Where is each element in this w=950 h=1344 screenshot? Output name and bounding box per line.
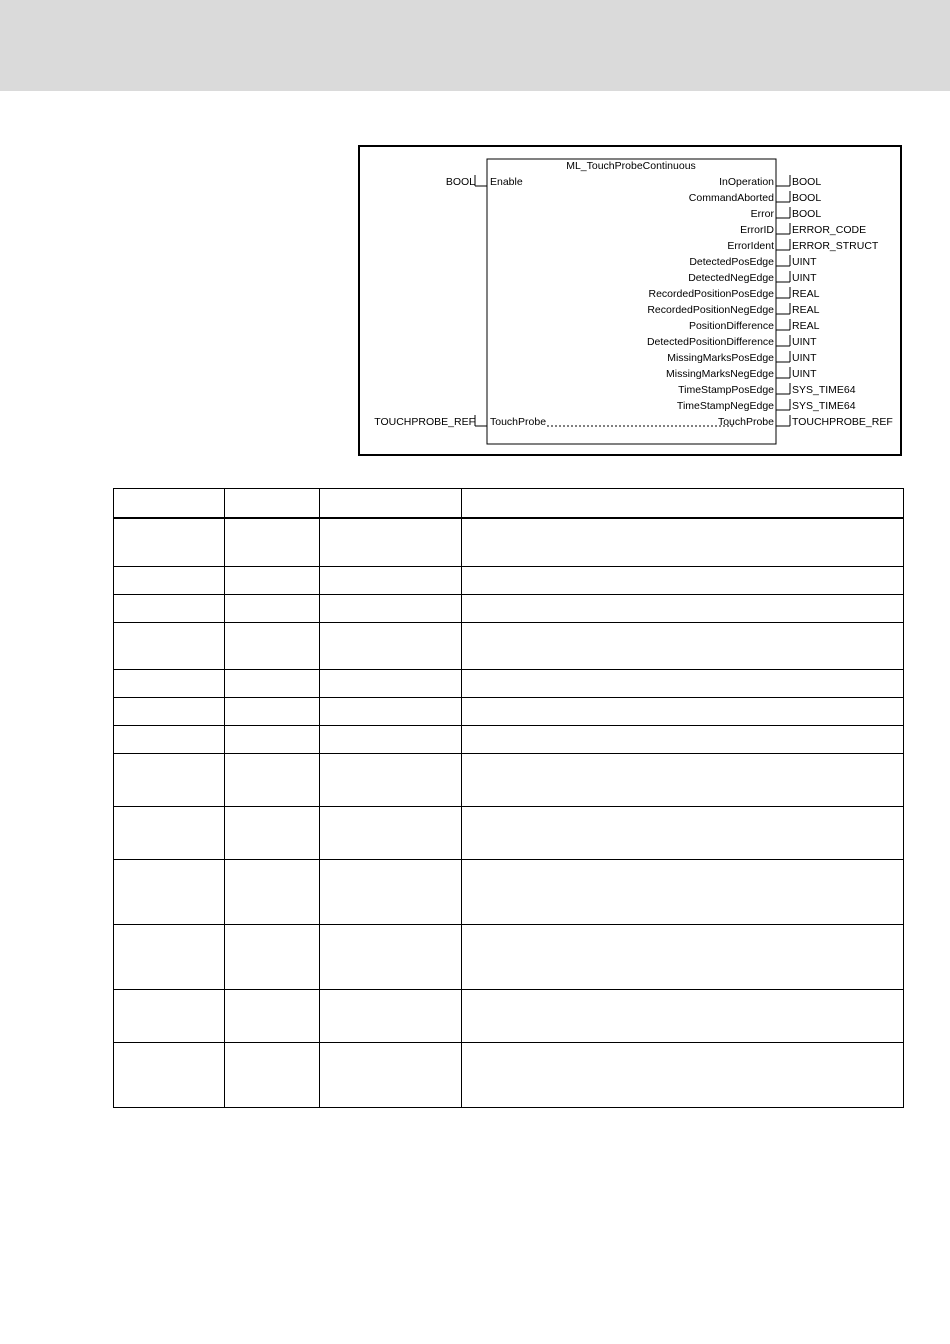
function-block-name: ML_TouchProbeContinuous bbox=[566, 160, 696, 172]
output-pin-label: DetectedNegEdge bbox=[688, 272, 774, 284]
output-pin-label: Error bbox=[750, 208, 774, 220]
table-cell bbox=[114, 567, 225, 595]
table-cell bbox=[462, 623, 904, 670]
output-type-label: ERROR_STRUCT bbox=[792, 240, 879, 252]
output-type-label: BOOL bbox=[792, 176, 822, 188]
table-cell bbox=[225, 726, 320, 754]
table-cell bbox=[462, 567, 904, 595]
table-cell bbox=[225, 754, 320, 807]
table-cell bbox=[114, 698, 225, 726]
table-row bbox=[114, 726, 904, 754]
table-row bbox=[114, 595, 904, 623]
table-cell bbox=[114, 754, 225, 807]
table-row bbox=[114, 925, 904, 990]
output-type-label: TOUCHPROBE_REF bbox=[792, 416, 893, 428]
table-cell bbox=[320, 726, 462, 754]
input-pin-label: Enable bbox=[490, 176, 523, 188]
table-cell bbox=[114, 595, 225, 623]
page-header-band bbox=[0, 0, 950, 91]
output-type-label: SYS_TIME64 bbox=[792, 400, 856, 412]
table-cell bbox=[114, 670, 225, 698]
table-header-cell bbox=[225, 489, 320, 519]
table-cell bbox=[462, 726, 904, 754]
output-type-label: REAL bbox=[792, 320, 820, 332]
output-pin-label: DetectedPositionDifference bbox=[646, 336, 774, 348]
table-cell bbox=[225, 518, 320, 567]
table-cell bbox=[320, 518, 462, 567]
table-cell bbox=[320, 698, 462, 726]
output-pin-label: TimeStampPosEdge bbox=[678, 384, 774, 396]
input-pin-label: TouchProbe bbox=[490, 416, 547, 428]
table-row bbox=[114, 670, 904, 698]
table-row bbox=[114, 698, 904, 726]
table-cell bbox=[114, 807, 225, 860]
table-header-cell bbox=[114, 489, 225, 519]
output-type-label: ERROR_CODE bbox=[792, 224, 867, 236]
table-cell bbox=[320, 754, 462, 807]
table-cell bbox=[114, 1043, 225, 1108]
table-cell bbox=[225, 807, 320, 860]
output-pin-label: CommandAborted bbox=[688, 192, 774, 204]
table-cell bbox=[320, 595, 462, 623]
output-pin-label: RecordedPositionPosEdge bbox=[648, 288, 774, 300]
function-block-figure bbox=[358, 145, 902, 456]
table-cell bbox=[225, 1043, 320, 1108]
table-cell bbox=[320, 567, 462, 595]
output-pin-label: ErrorID bbox=[740, 224, 774, 236]
function-block-diagram bbox=[360, 147, 900, 454]
output-type-label: UINT bbox=[792, 336, 817, 348]
output-pin-label: MissingMarksPosEdge bbox=[667, 352, 774, 364]
output-pin-label: MissingMarksNegEdge bbox=[666, 368, 774, 380]
table-cell bbox=[320, 1043, 462, 1108]
table-cell bbox=[225, 623, 320, 670]
table-cell bbox=[225, 595, 320, 623]
input-type-label: BOOL bbox=[445, 176, 475, 188]
table-cell bbox=[462, 518, 904, 567]
output-pin-label: InOperation bbox=[719, 176, 774, 188]
table-cell bbox=[320, 860, 462, 925]
output-type-label: REAL bbox=[792, 304, 820, 316]
table-cell bbox=[114, 925, 225, 990]
table-cell bbox=[462, 1043, 904, 1108]
output-type-label: BOOL bbox=[792, 208, 822, 220]
output-type-label: SYS_TIME64 bbox=[792, 384, 856, 396]
input-type-label: TOUCHPROBE_REF bbox=[374, 416, 475, 428]
output-type-label: UINT bbox=[792, 272, 817, 284]
table-row bbox=[114, 623, 904, 670]
output-pin-label: DetectedPosEdge bbox=[689, 256, 774, 268]
table-cell bbox=[320, 807, 462, 860]
table-row bbox=[114, 567, 904, 595]
table-cell bbox=[462, 670, 904, 698]
table-row bbox=[114, 807, 904, 860]
output-type-label: BOOL bbox=[792, 192, 822, 204]
table-cell bbox=[114, 726, 225, 754]
table-cell bbox=[225, 860, 320, 925]
output-type-label: UINT bbox=[792, 368, 817, 380]
output-type-label: UINT bbox=[792, 352, 817, 364]
table-cell bbox=[114, 518, 225, 567]
table-cell bbox=[462, 807, 904, 860]
table-cell bbox=[462, 698, 904, 726]
table-row bbox=[114, 518, 904, 567]
table-cell bbox=[462, 754, 904, 807]
table-header-cell bbox=[462, 489, 904, 519]
table-cell bbox=[462, 925, 904, 990]
table-cell bbox=[462, 595, 904, 623]
table-cell bbox=[320, 990, 462, 1043]
table-cell bbox=[320, 623, 462, 670]
table-row bbox=[114, 990, 904, 1043]
table-cell bbox=[320, 925, 462, 990]
table-cell bbox=[225, 698, 320, 726]
table-cell bbox=[114, 623, 225, 670]
output-pin-label: TouchProbe bbox=[717, 416, 774, 428]
table-cell bbox=[114, 990, 225, 1043]
table-cell bbox=[462, 860, 904, 925]
table-cell bbox=[225, 925, 320, 990]
output-type-label: UINT bbox=[792, 256, 817, 268]
output-type-label: REAL bbox=[792, 288, 820, 300]
table-cell bbox=[225, 990, 320, 1043]
table-row bbox=[114, 754, 904, 807]
output-pin-label: RecordedPositionNegEdge bbox=[647, 304, 774, 316]
table-cell bbox=[114, 860, 225, 925]
table-header-cell bbox=[320, 489, 462, 519]
table-cell bbox=[462, 990, 904, 1043]
table-row bbox=[114, 860, 904, 925]
table-header-row bbox=[114, 489, 904, 519]
table-cell bbox=[320, 670, 462, 698]
parameter-table bbox=[113, 488, 904, 1108]
output-pin-label: PositionDifference bbox=[688, 320, 774, 332]
output-pin-label: TimeStampNegEdge bbox=[676, 400, 774, 412]
table-cell bbox=[225, 670, 320, 698]
table-cell bbox=[225, 567, 320, 595]
table-row bbox=[114, 1043, 904, 1108]
output-pin-label: ErrorIdent bbox=[727, 240, 774, 252]
